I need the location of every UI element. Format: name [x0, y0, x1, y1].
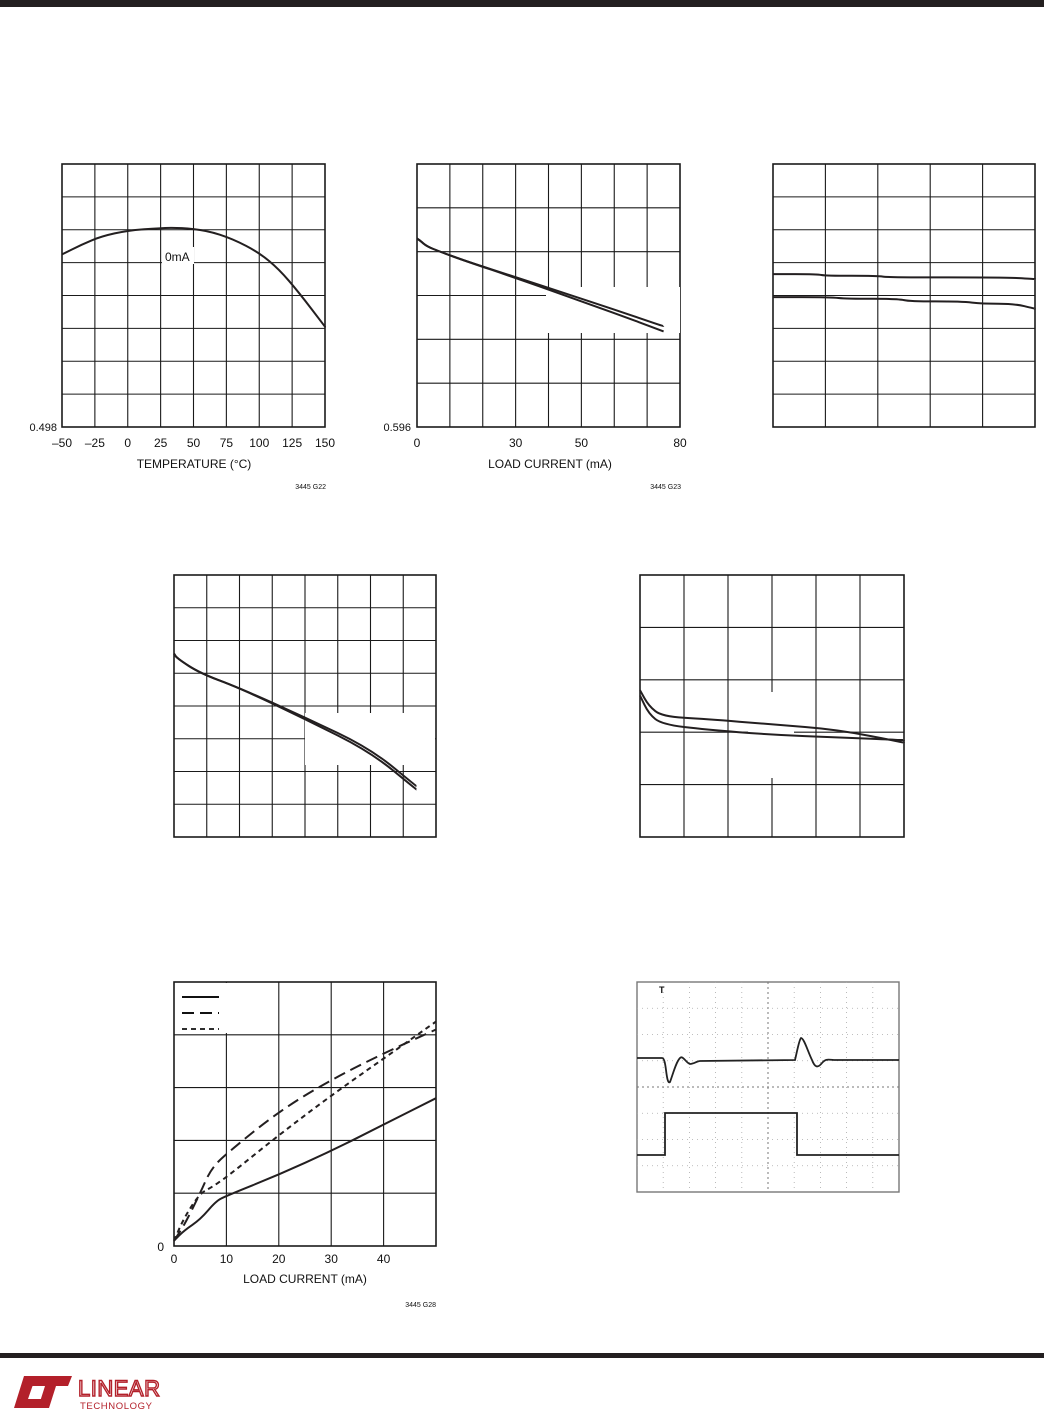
x-tick-label: 75: [219, 436, 234, 450]
x-tick-label: 0: [124, 436, 132, 450]
x-tick-label: 100: [249, 436, 270, 450]
x-tick-label: –50: [51, 436, 73, 450]
y-min-label: 0.596: [383, 422, 411, 434]
x-tick-label: –25: [84, 436, 105, 450]
x-tick-label: 25: [153, 436, 168, 450]
x-tick-labels: [414, 436, 687, 450]
logo-wordmark: LINEAR: [78, 1376, 161, 1401]
label-backdrop: [885, 232, 923, 262]
x-tick-label: 40: [376, 1252, 391, 1266]
x-tick-label: 50: [186, 436, 201, 450]
trigger-marker: T: [659, 985, 665, 995]
x-tick-label: 80: [673, 436, 687, 450]
y-min-label: 0.498: [29, 422, 57, 434]
legend-backdrop: [305, 713, 435, 765]
chart-load-current-bottom: [157, 982, 436, 1309]
oscilloscope-capture: [637, 982, 899, 1192]
x-tick-label: 30: [324, 1252, 338, 1266]
x-tick-labels: [52, 436, 335, 450]
chart-load-current-top: [383, 164, 687, 491]
bottom-rule: [0, 1353, 1044, 1358]
annotation-0ma: 0mA: [165, 250, 190, 264]
x-tick-label: 50: [574, 436, 589, 450]
x-tick-label: 10: [219, 1252, 234, 1266]
x-tick-labels: [171, 1252, 391, 1266]
y-min-label: 0: [157, 1240, 164, 1254]
chart-middle-left: [174, 575, 436, 837]
x-tick-label: 150: [314, 436, 336, 450]
x-tick-label: 0: [413, 436, 421, 450]
x-tick-label: 20: [272, 1252, 286, 1266]
figure-id: 3445 G23: [650, 484, 681, 491]
chart-temperature: [29, 164, 335, 491]
x-axis-label: LOAD CURRENT (mA): [488, 457, 612, 471]
figure-id: 3445 G28: [405, 1302, 436, 1309]
legend-box: [175, 983, 264, 1033]
x-tick-label: 0: [170, 1252, 178, 1266]
logo-subtitle: TECHNOLOGY: [80, 1401, 153, 1412]
linear-technology-logo: [14, 1376, 160, 1412]
x-axis-label: TEMPERATURE (°C): [136, 457, 252, 471]
figure-id: 3445 G22: [295, 484, 326, 491]
chart-middle-right: [640, 575, 904, 837]
chart-top-right: [773, 164, 1035, 427]
x-tick-label: 30: [508, 436, 523, 450]
x-axis-label: LOAD CURRENT (mA): [243, 1272, 367, 1286]
x-tick-label: 125: [282, 436, 303, 450]
